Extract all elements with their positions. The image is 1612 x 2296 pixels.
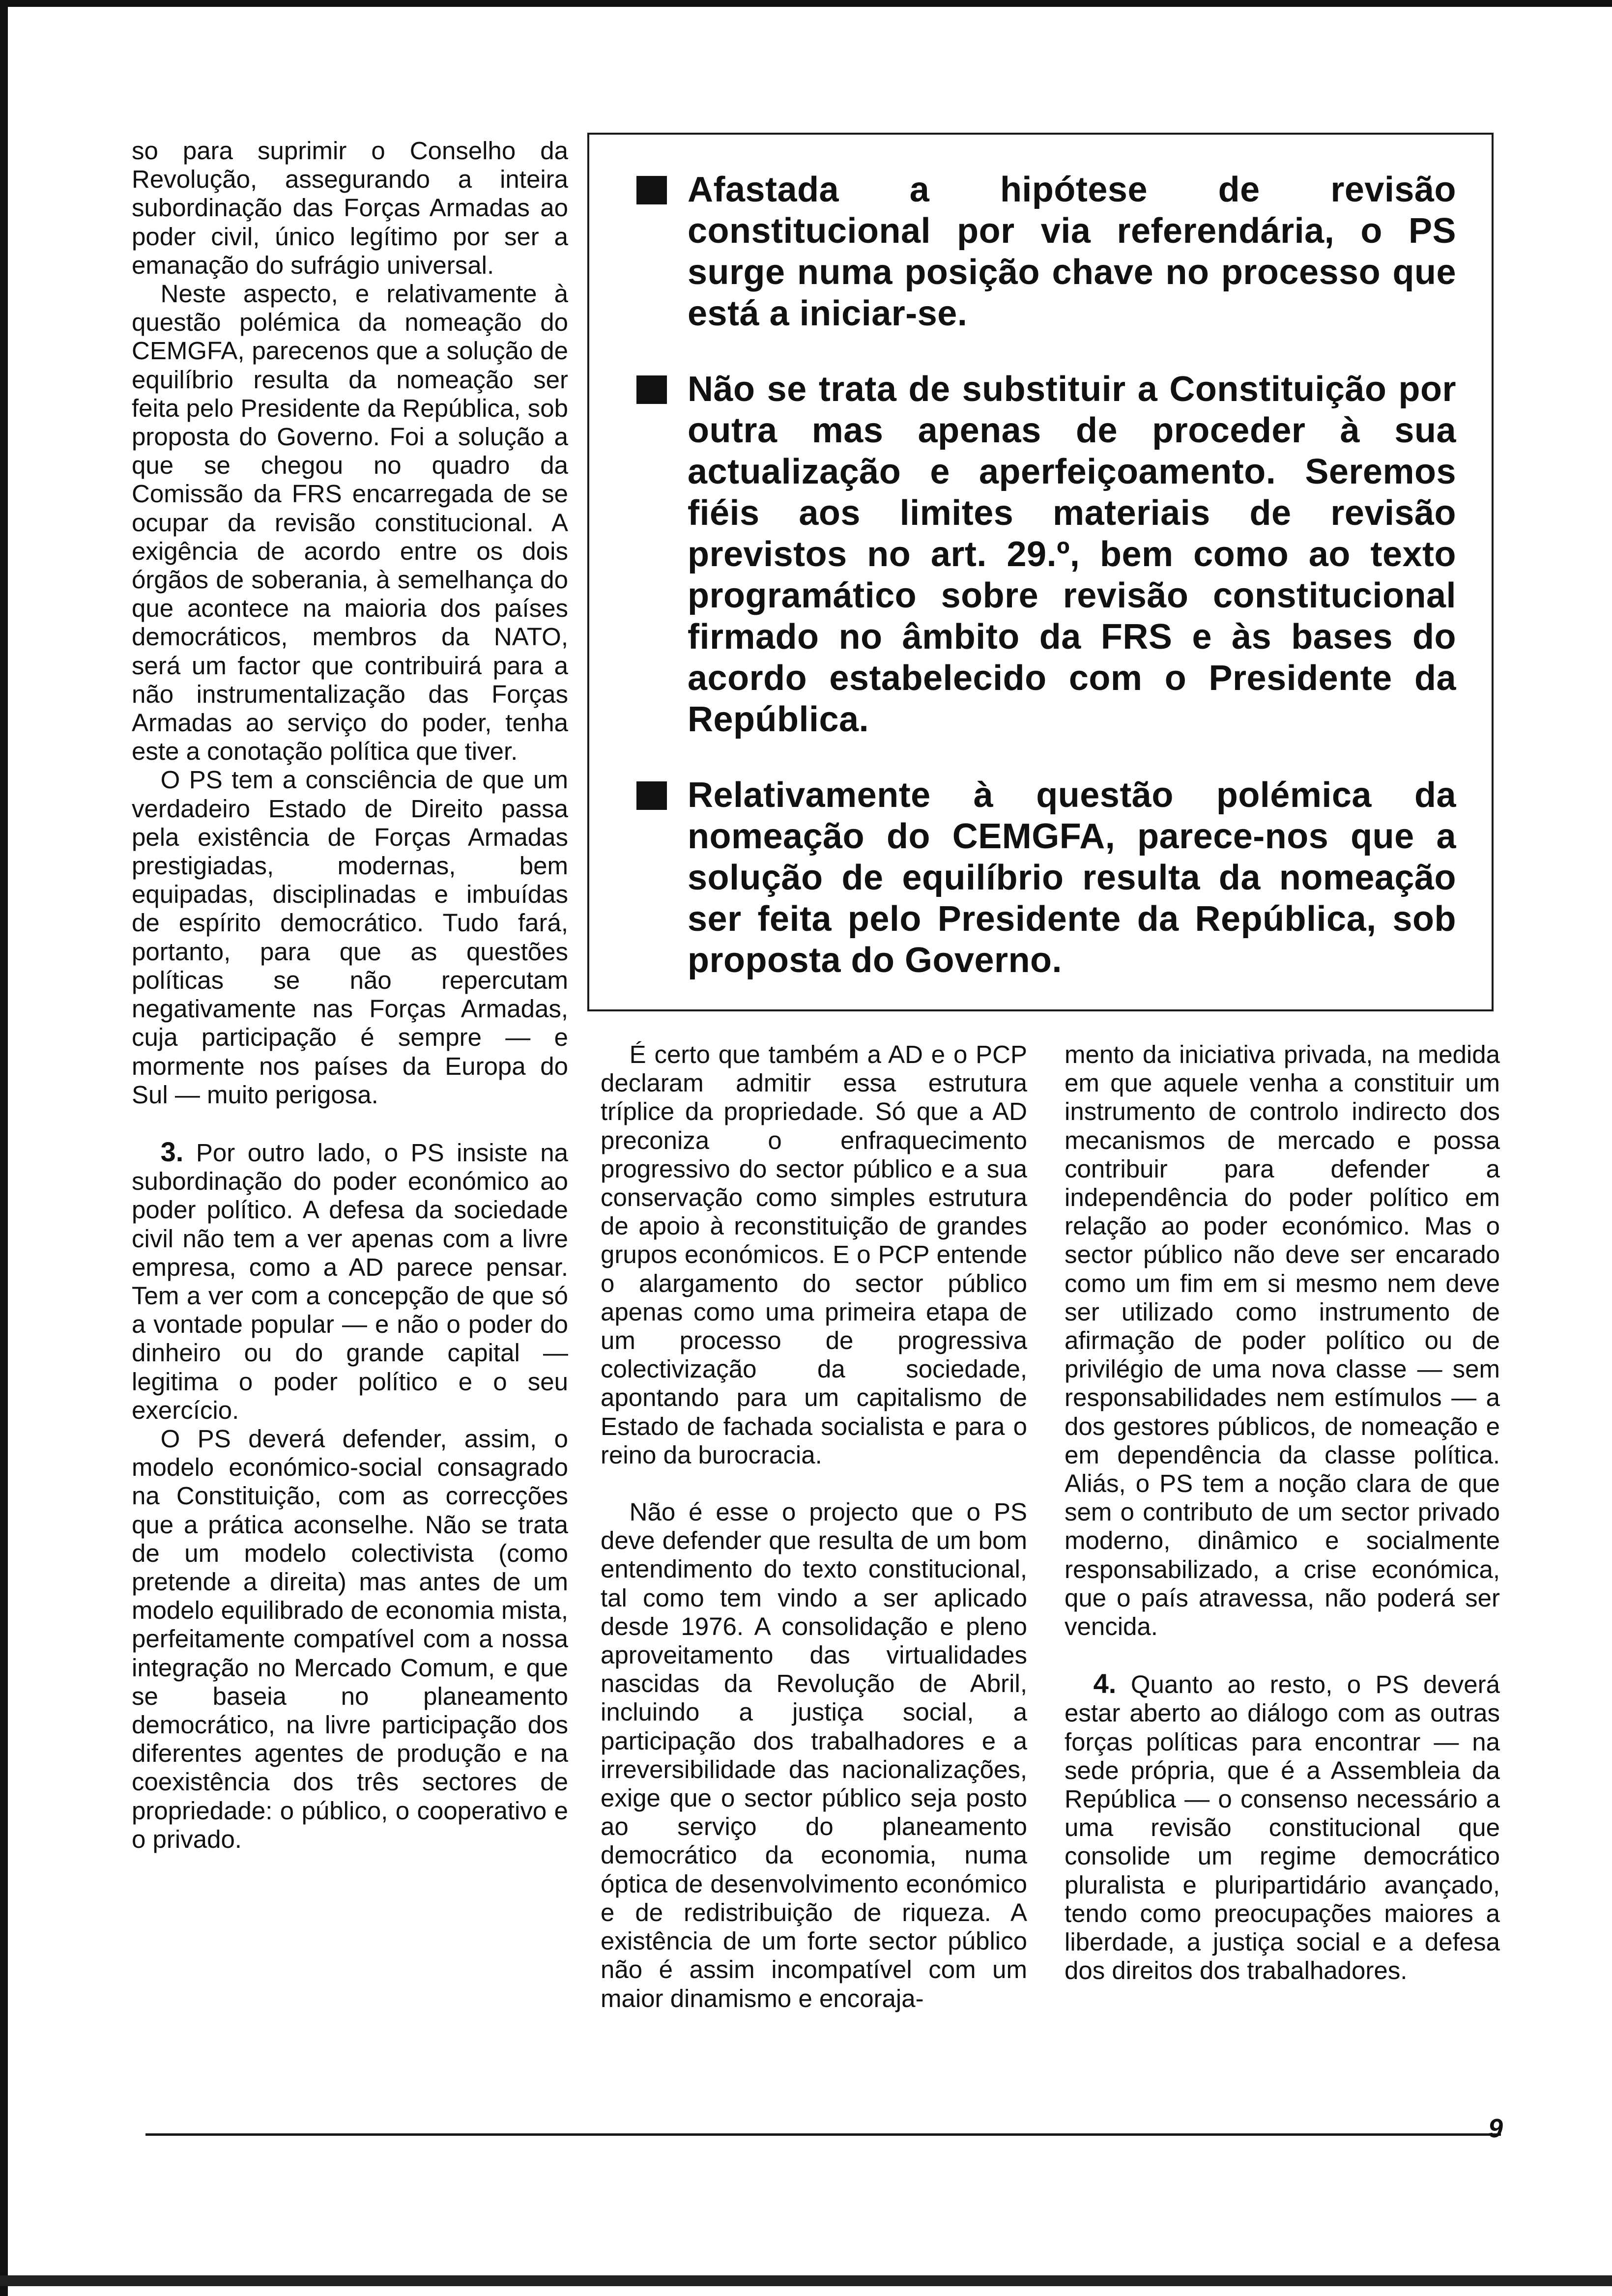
paragraph-section-4 bbox=[1065, 1669, 1500, 1985]
paragraph: Não é esse o projecto que o PS deve defender que resulta de um bom entendimento do texto constitucional, tal como tem vindo a ser aplicado desde 1976. A consolidação e pleno aproveitamento das virtualidades nascidas da Revolução de Abril, incluindo a justiça social, a participação dos trabalhadores e a irreversibilidade das nacionalizações, exige que o sector público seja posto ao serviço do planeamento democrático da economia, numa óptica de desenvolvimento económico e de redistribuição de riqueza. A existência de um forte sector público não é assim incompatível com um maior dinamismo e encoraja- bbox=[601, 1498, 1027, 2012]
page-border-left bbox=[0, 0, 8, 2296]
footer-rule bbox=[145, 2133, 1501, 2136]
highlight-text: Não se trata de substituir a Constituição por outra mas apenas de proceder à sua actualização e aperfeiçoamento. Seremos fiéis aos limites materiais de revisão previstos no art. 29.º, bem como ao texto programático sobre revisão constitucional firmado no âmbito da FRS e às bases do acordo estabelecido com o Presidente da República. bbox=[688, 370, 1456, 739]
paragraph-section-3 bbox=[132, 1138, 568, 1425]
highlight-item bbox=[636, 369, 1456, 740]
section-number: 3. bbox=[160, 1136, 184, 1167]
section-number: 4. bbox=[1093, 1668, 1117, 1699]
square-bullet-icon bbox=[636, 176, 667, 204]
highlight-box bbox=[587, 133, 1494, 1011]
page-border-top bbox=[0, 0, 1612, 7]
paragraph: so para suprimir o Conselho da Revolução, assegurando a inteira subordinação das Forças Armadas ao poder civil, único legítimo por ser a emanação do sufrágio universal. bbox=[132, 137, 568, 279]
paragraph: O PS tem a consciência de que um verdadeiro Estado de Direito passa pela existência de Forças Armadas prestigiadas, modernas, bem equipadas, disciplinadas e imbuídas de espírito democrático. Tudo fará, portanto, para que as questões políticas se não repercutam negativamente nas Forças Armadas, cuja participação é sempre — e mormente nos países da Europa do Sul — muito perigosa. bbox=[132, 766, 568, 1109]
paragraph-text: Quanto ao resto, o PS deverá estar aberto ao diálogo com as outras forças políticas para encontrar — na sede própria, que é a Assembleia da República — o consenso necessário a uma revisão constitucional que consolide um regime democrático pluralista e pluripartidário avançado, tendo como preocupações maiores a liberdade, a justiça social e a defesa dos direitos dos trabalhadores. bbox=[1065, 1670, 1500, 1985]
paragraph: O PS deverá defender, assim, o modelo económico-social consagrado na Constituição, com as correcções que a prática aconselhe. Não se trata de um modelo colectivista (como pretende a direita) mas antes de um modelo equilibrado de economia mista, perfeitamente compatível com a nossa integração no Mercado Comum, e que se baseia no planeamento democrático, na livre participação dos diferentes agentes de produção e na coexistência dos três sectores de propriedade: o público, o cooperativo e o privado. bbox=[132, 1424, 568, 1853]
highlight-item bbox=[636, 775, 1456, 981]
highlight-item bbox=[636, 169, 1456, 334]
highlight-text: Afastada a hipótese de revisão constitucional por via referendária, o PS surge numa posição chave no processo que está a iniciar-se. bbox=[688, 170, 1456, 333]
paragraph: Neste aspecto, e relativamente à questão polémica da nomeação do CEMGFA, parecenos que a solução de equilíbrio resulta da nomeação ser feita pelo Presidente da República, sob proposta do Governo. Foi a solução a que se chegou no quadro da Comissão da FRS encarregada de se ocupar da revisão constitucional. A exigência de acordo entre os dois órgãos de soberania, à semelhança do que acontece na maioria dos países democráticos, membros da NATO, será um factor que contribuirá para a não instrumentalização das Forças Armadas ao serviço do poder, tenha este a conotação política que tiver. bbox=[132, 280, 568, 766]
page-number: 9 bbox=[1488, 2114, 1503, 2143]
square-bullet-icon bbox=[636, 781, 667, 810]
paragraph: mento da iniciativa privada, na medida em que aquele venha a constituir um instrumento de controlo indirecto dos mecanismos de mercado e possa contribuir para defender a independência do poder político em relação ao poder económico. Mas o sector público não deve ser encarado como um fim em si mesmo nem deve ser utilizado como instrumento de afirmação de poder político ou de privilégio de uma nova classe — sem responsabilidades nem estímulos — a dos gestores públicos, de nomeação e em dependência da classe política. Aliás, o PS tem a noção clara de que sem o contributo de um sector privado moderno, dinâmico e socialmente responsabilizado, a crise económica, que o país atravessa, não poderá ser vencida. bbox=[1065, 1040, 1500, 1641]
paragraph: É certo que também a AD e o PCP declaram admitir essa estrutura tríplice da propriedade. Só que a AD preconiza o enfraquecimento progressivo do sector público e a sua conservação como simples estrutura de apoio à reconstituição de grandes grupos económicos. E o PCP entende o alargamento do sector público apenas como uma primeira etapa de um processo de progressiva colectivização da sociedade, apontando para um capitalismo de Estado de fachada socialista e para o reino da burocracia. bbox=[601, 1040, 1027, 1469]
square-bullet-icon bbox=[636, 375, 667, 404]
text-column-right bbox=[1065, 1040, 1500, 1985]
text-column-middle bbox=[601, 1040, 1027, 2013]
page-border-bottom bbox=[0, 2275, 1612, 2286]
paragraph-text: Por outro lado, o PS insiste na subordinação do poder económico ao poder político. A defesa da sociedade civil não tem a ver apenas com a livre empresa, como a AD parece pensar. Tem a ver com a concepção de que só a vontade popular — e não o poder do dinheiro ou do grande capital — legitima o poder político e o seu exercício. bbox=[132, 1138, 568, 1424]
text-column-left bbox=[132, 137, 568, 1854]
highlight-text: Relativamente à questão polémica da nomeação do CEMGFA, parece-nos que a solução de equilíbrio resulta da nomeação ser feita pelo Presidente da República, sob proposta do Governo. bbox=[688, 775, 1456, 980]
